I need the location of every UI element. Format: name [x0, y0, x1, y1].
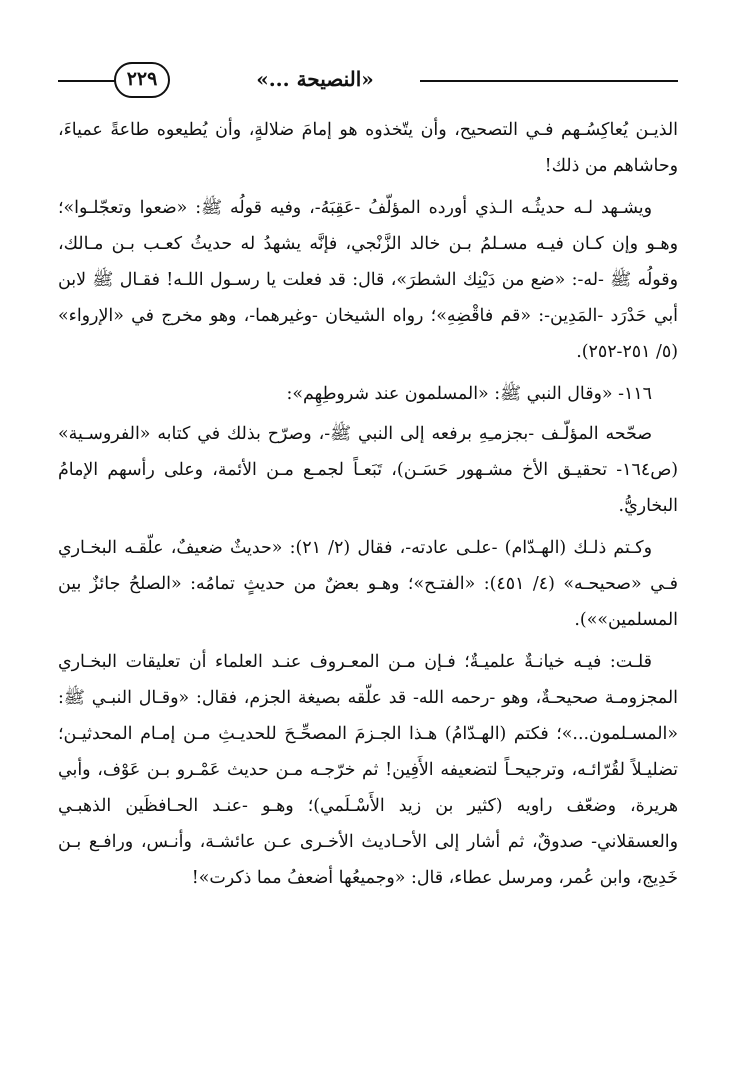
- paragraph-5: قلـت: فيـه خيانـةٌ علميـةٌ؛ فـإن مـن المعـروف عنـد العلماء أن تعليقات البخـاري المجزومـة صحيحـةٌ، وهو -رحمه الله- قد علّقه بصيغة الجزم، فقال: «وقـال النبـي ﷺ: «المسـلمون...»؛ فكتم (الهـدّامُ) هـذا الجـزمَ المصحِّـحَ للحديـثِ مـن إمـام المحدثيـن؛ تضليـلاً لقُرّائـه، وترجيحـاً لتضعيفه الأَفِين! ثم خرّجـه مـن حديث عَمْـرو بـن عَوْف، وأبي هريرة، وضعّف راويه (كثير بن زيد الأَسْـلَمي)؛ وهـو -عنـد الحـافظَين الذهبـي والعسقلاني- صدوقٌ، ثم أشار إلى الأحـاديث الأخـرى عـن عائشـة، وأنـس، ورافـع بـن خَدِيج، وابن عُمر، ومرسل عطاء، قال: «وجميعُها أضعفُ مما ذكرت»!: [58, 652, 678, 888]
- header-rule-right: [420, 80, 678, 82]
- paragraph-4: وكـتم ذلـك (الهـدّام) -علـى عادته-، فقال (٢/ ٢١): «حديثٌ ضعيفٌ، علّقـه البخـاري فـي «صحيحـه» (٤/ ٤٥١): «الفتـح»؛ وهـو بعضٌ من حديثٍ تمامُه: «الصلحُ جائزٌ بين المسلمين»»).: [58, 538, 678, 630]
- paragraph-2: ويشـهد لـه حديثُـه الـذي أورده المؤلّفُ -عَقِبَهُ-، وفيه قولُه ﷺ: «ضعوا وتعجّلـوا»؛ وهـو وإن كـان فيـه مسـلمُ بـن خالد الزَّنْجي، فإنَّه يشهدُ له حديثُ كعـب بـن مـالك، وقولُه ﷺ -له-: «ضع من دَيْنِك الشطرَ»، قال: قد فعلت يا رسـول اللـه! فقـال ﷺ لابن أبي حَدْرَد -المَدِين-: «قم فاقْضِهِ»؛ رواه الشيخان -وغيرهما-، وهو مخرج في «الإرواء» (٥/ ٢٥١-٢٥٢).: [58, 198, 678, 362]
- page-number: ٢٢٩: [114, 62, 170, 98]
- header-rule-left: [58, 80, 116, 82]
- page-body: [58, 112, 678, 902]
- running-title: «النصيحة ...»: [256, 67, 374, 91]
- page-header: [58, 58, 678, 102]
- paragraph-1: الذيـن يُعاكِسُـهم فـي التصحيح، وأن يتّخذوه هو إمامَ ضلالةٍ، وأن يُطيعوه طاعةً عمياءَ، وحاشاهم من ذلك!: [58, 120, 678, 176]
- hadith-heading-116: ١١٦- «وقال النبي ﷺ: «المسلمون عند شروطِهِم»:: [286, 384, 652, 404]
- paragraph-3: صحّحه المؤلّـف -بجزمـِهِ برفعه إلى النبي ﷺ-، وصرّح بذلك في كتابه «الفروسـية» (ص١٦٤- تحقيـق الأخ مشـهور حَسَـن)، تَبَعـاً لجمـع مـن الأئمة، وعلى رأسهم الإمامُ البخاريُّ.: [58, 424, 678, 516]
